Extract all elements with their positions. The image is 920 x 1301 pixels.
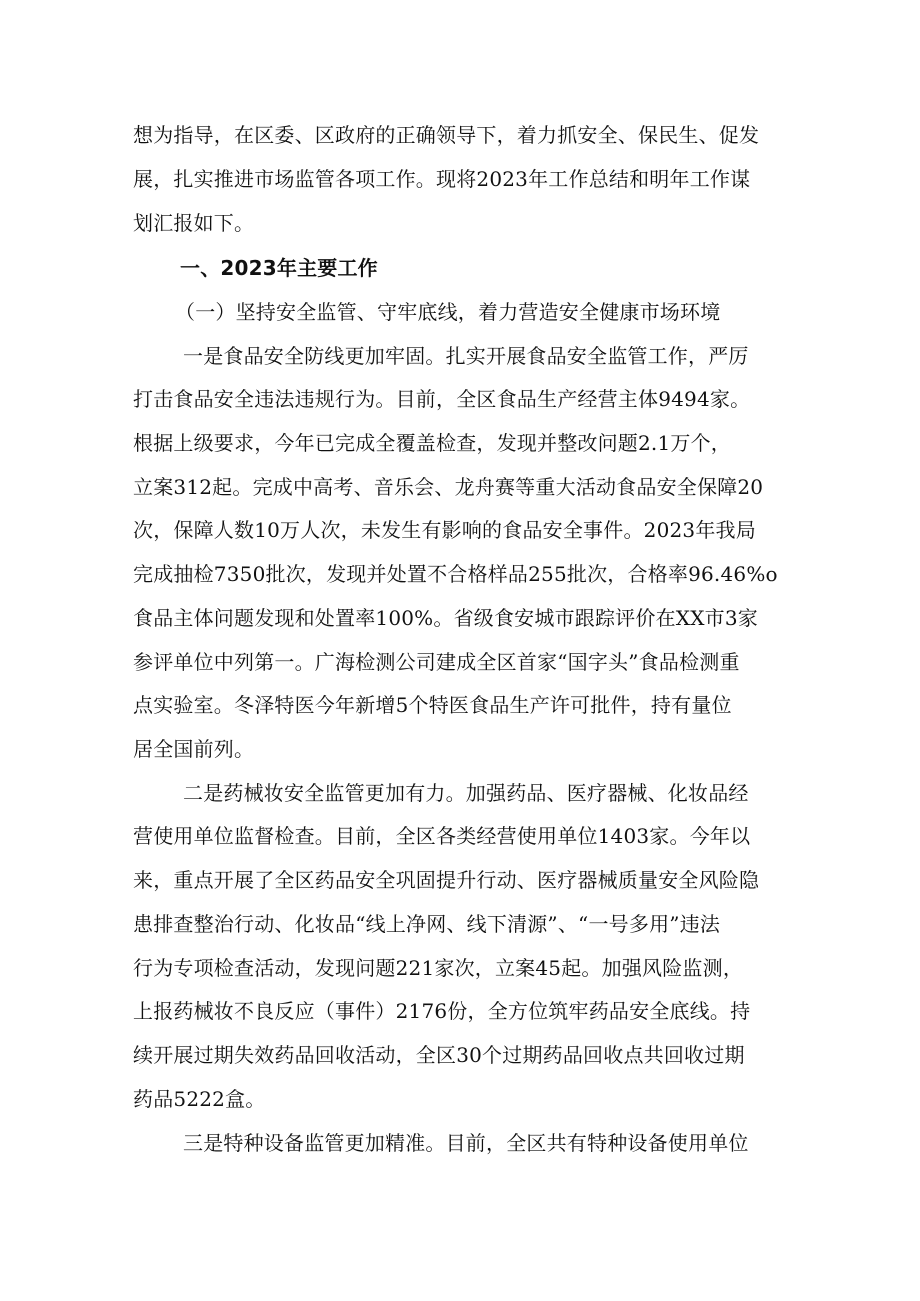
section-heading: 一、2023年主要工作 (180, 256, 378, 280)
body-line-8: 根据上级要求，今年已完成全覆盖检查，发现并整改问题2.1万个， (133, 431, 732, 455)
body-line-18: 来，重点开展了全区药品安全巩固提升行动、医疗器械质量安全风险隐 (133, 868, 760, 892)
body-line-7: 打击食品安全违法违规行为。目前，全区食品生产经营主体9494家。 (133, 387, 751, 411)
body-line-13: 参评单位中列第一。广海检测公司建成全区首家“国字头”食品检测重 (133, 650, 740, 674)
subsection-heading: （一）坚持安全监管、守牢底线，着力营造安全健康市场环境 (175, 300, 721, 324)
body-line-20: 行为专项检查活动，发现问题221家次，立案45起。加强风险监测， (133, 956, 744, 980)
body-line-23: 药品5222盒。 (133, 1087, 266, 1111)
body-line-24: 三是特种设备监管更加精准。目前，全区共有特种设备使用单位 (183, 1131, 749, 1155)
body-line-16: 二是药械妆安全监管更加有力。加强药品、医疗器械、化妆品经 (183, 781, 749, 805)
body-line-2: 展，扎实推进市场监管各项工作。现将2023年工作总结和明年工作谋 (133, 167, 751, 191)
body-line-6: 一是食品安全防线更加牢固。扎实开展食品安全监管工作，严厉 (183, 344, 749, 368)
body-line-12: 食品主体问题发现和处置率100%。省级食安城市跟踪评价在XX市3家 (133, 606, 758, 630)
body-line-3: 划汇报如下。 (133, 211, 255, 235)
body-line-19: 患排查整治行动、化妆品“线上净网、线下清源”、“一号多用”违法 (133, 912, 721, 936)
body-line-14: 点实验室。冬泽特医今年新增5个特医食品生产许可批件，持有量位 (133, 693, 732, 717)
body-line-10: 次，保障人数10万人次，未发生有影响的食品安全事件。2023年我局 (133, 518, 756, 542)
body-line-22: 续开展过期失效药品回收活动，全区30个过期药品回收点共回收过期 (133, 1043, 745, 1067)
body-line-9: 立案312起。完成中高考、音乐会、龙舟赛等重大活动食品安全保障20 (133, 475, 764, 499)
body-line-1: 想为指导，在区委、区政府的正确领导下，着力抓安全、保民生、促发 (133, 123, 760, 147)
body-line-15: 居全国前列。 (133, 737, 255, 761)
body-line-17: 营使用单位监督检查。目前，全区各类经营使用单位1403家。今年以 (133, 824, 751, 848)
body-line-21: 上报药械妆不良反应（事件）2176份，全方位筑牢药品安全底线。持 (133, 999, 751, 1023)
body-line-11: 完成抽检7350批次，发现并处置不合格样品255批次，合格率96.46%o (133, 562, 778, 586)
